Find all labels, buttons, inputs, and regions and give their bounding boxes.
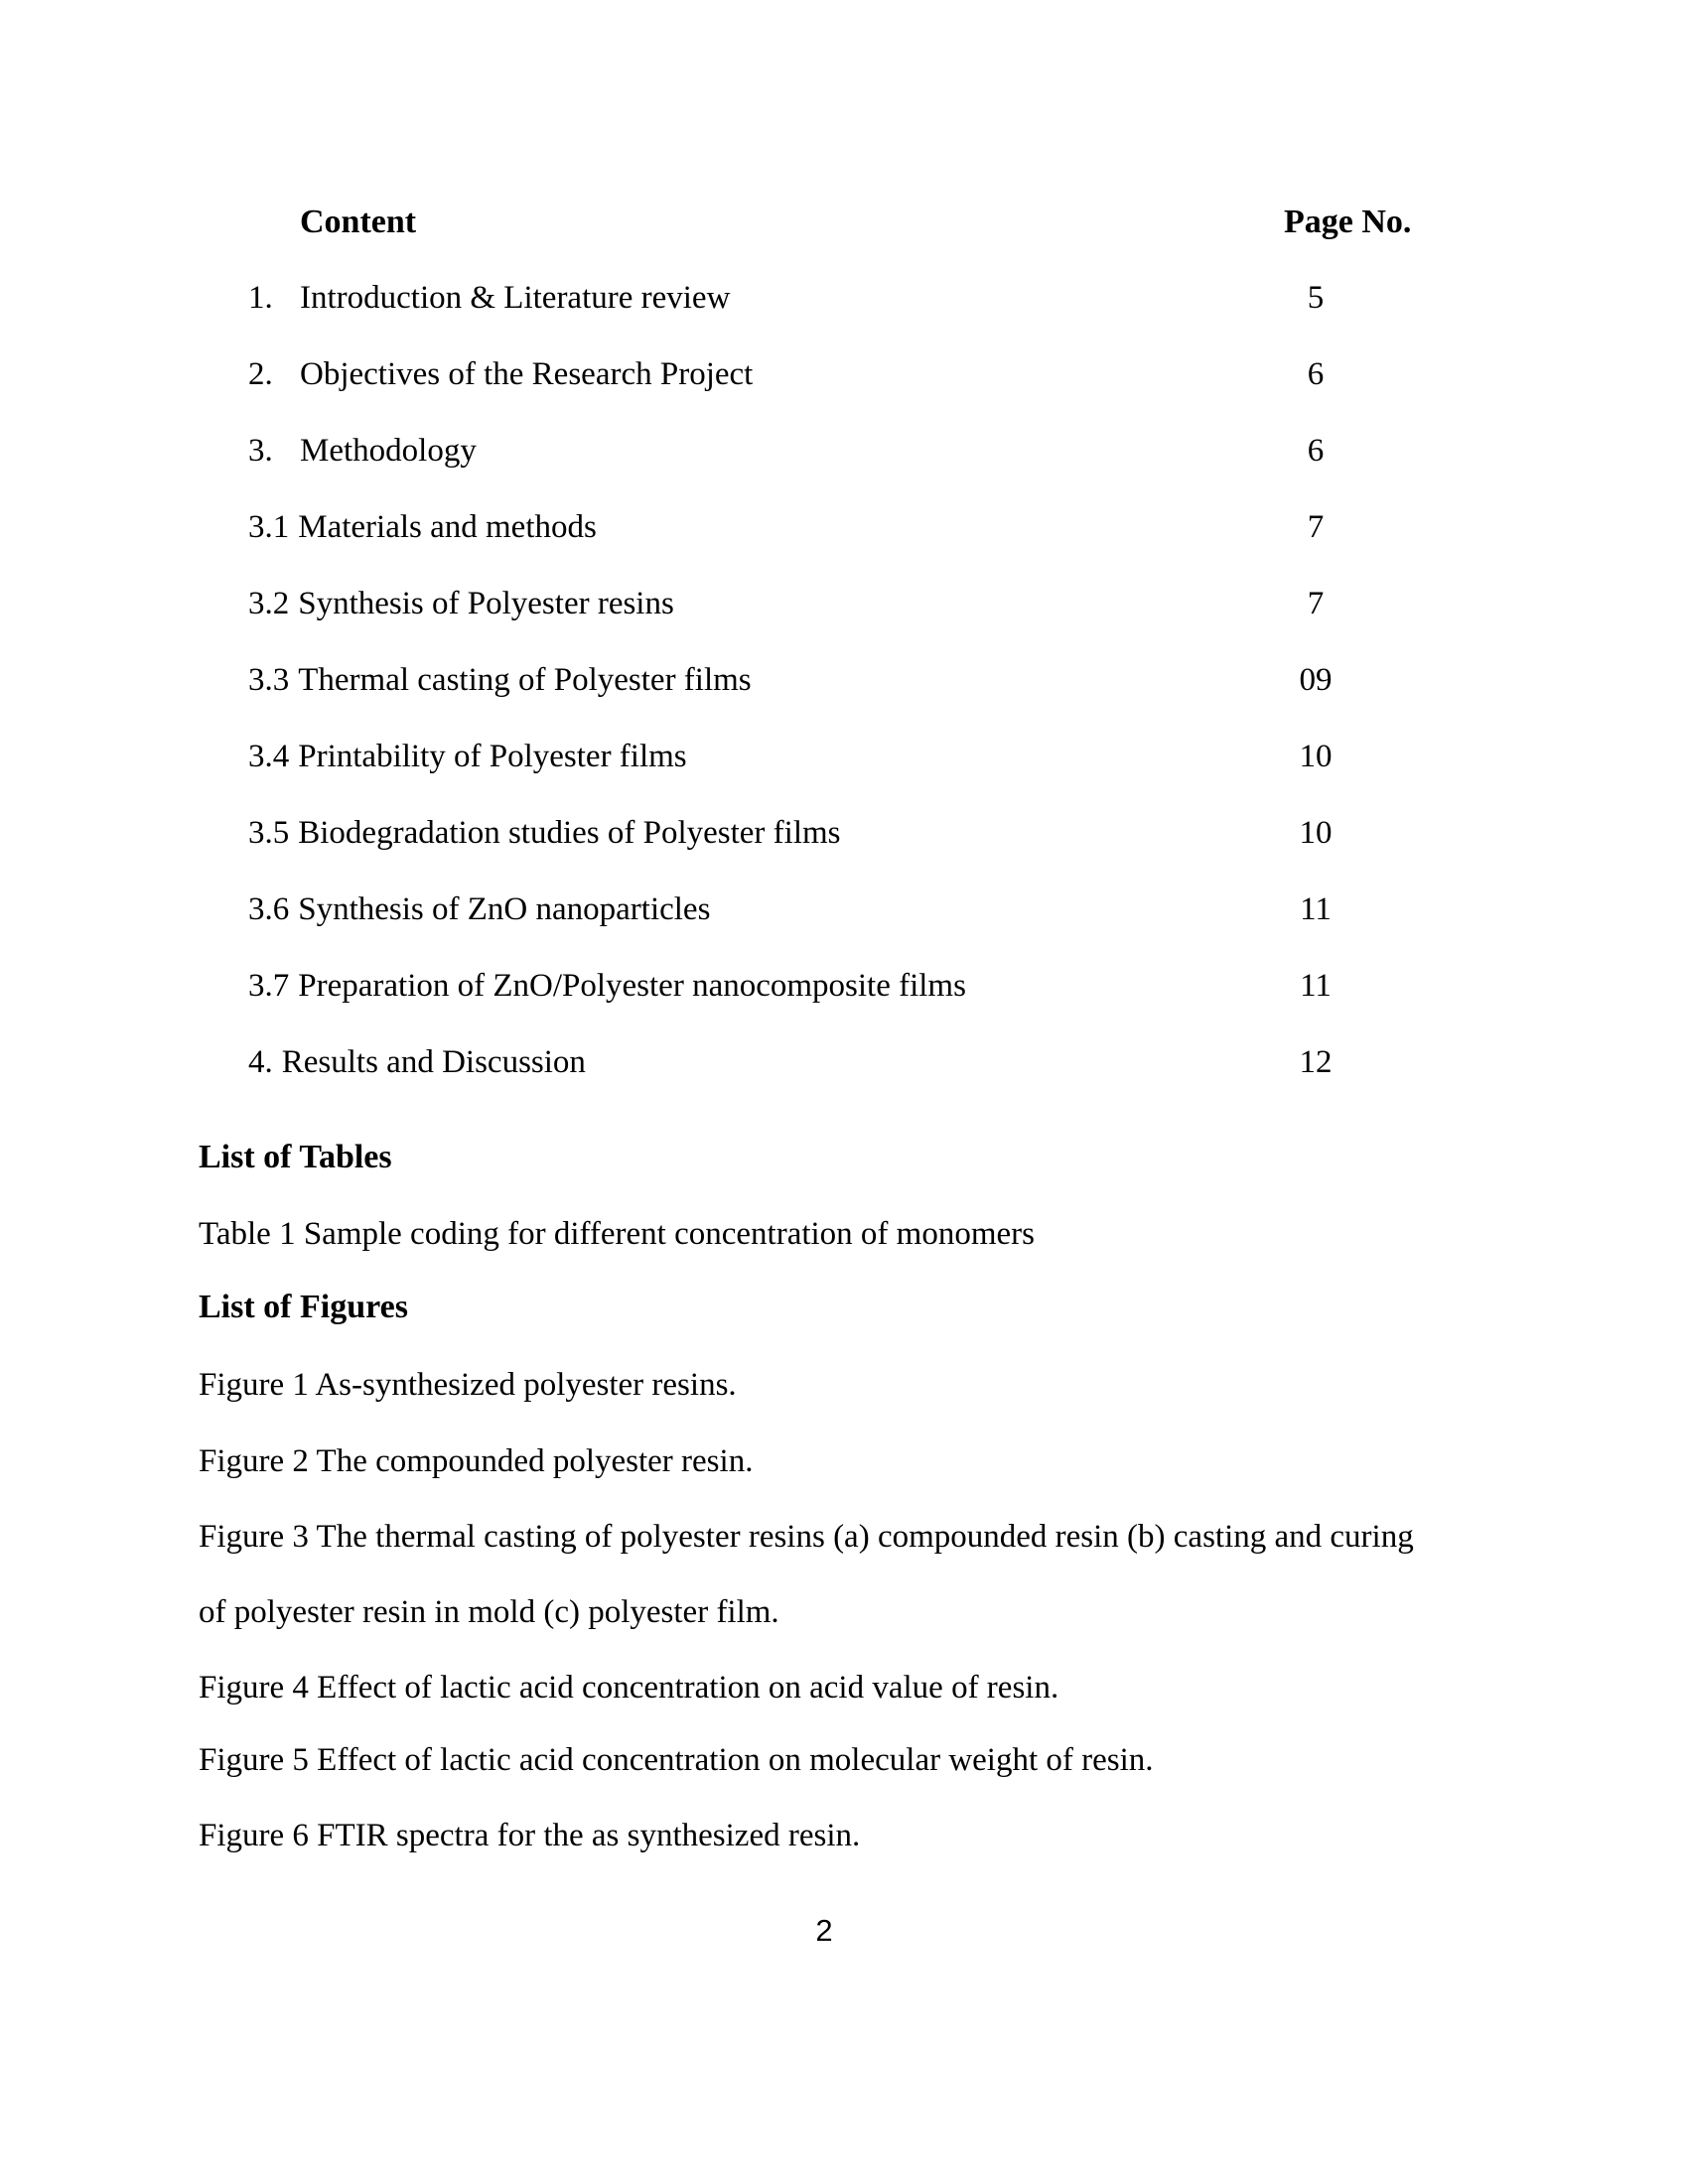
toc-entry-label: Materials and methods	[298, 509, 597, 545]
toc-row	[0, 661, 1688, 705]
toc-entry-number: 3.7	[248, 968, 290, 1004]
toc-entry-page-number: 12	[1299, 1044, 1333, 1080]
toc-entry-page-number: 10	[1299, 739, 1333, 774]
toc-entry-page-number: 6	[1307, 433, 1325, 469]
toc-entry-number: 3.	[248, 433, 273, 469]
toc-entry-label: Thermal casting of Polyester films	[298, 662, 752, 698]
footer-page-number: 2	[815, 1913, 833, 1948]
list-of-tables-heading: List of Tables	[199, 1139, 392, 1175]
toc-row	[0, 355, 1688, 399]
toc-entry	[248, 432, 477, 472]
figure-entry: Figure 5 Effect of lactic acid concentration on molecular weight of resin.	[199, 1742, 1154, 1778]
toc-entry-number: 3.5	[248, 815, 290, 851]
toc-row	[0, 585, 1688, 628]
toc-entry	[248, 279, 730, 319]
toc-row	[0, 890, 1688, 934]
toc-row	[0, 738, 1688, 781]
page-no-column-header: Page No.	[1284, 204, 1412, 240]
toc-entry-label: Methodology	[300, 433, 477, 469]
toc-entry-page-number: 6	[1307, 356, 1325, 392]
figure-entry-continuation: of polyester resin in mold (c) polyester film.	[199, 1594, 779, 1630]
toc-entry-number: 3.6	[248, 891, 290, 927]
list-of-figures-heading: List of Figures	[199, 1289, 408, 1325]
toc-row	[0, 279, 1688, 323]
toc-entry	[248, 508, 597, 548]
toc-row	[0, 1043, 1688, 1087]
toc-entry	[248, 967, 966, 1007]
content-column-header: Content	[300, 204, 417, 240]
toc-entry-page-number: 09	[1299, 662, 1333, 698]
toc-entry-label: Synthesis of ZnO nanoparticles	[298, 891, 711, 927]
toc-entry	[248, 585, 674, 624]
toc-entry-number: 1.	[248, 280, 273, 316]
toc-entry-page-number: 11	[1300, 891, 1332, 927]
toc-entry	[248, 355, 753, 395]
toc-entry	[248, 814, 841, 854]
toc-entry-page-number: 7	[1307, 509, 1325, 545]
figure-entry: Figure 3 The thermal casting of polyester resins (a) compounded resin (b) casting and curing	[199, 1519, 1414, 1555]
toc-entry-page-number: 10	[1299, 815, 1333, 851]
figure-entry: Figure 6 FTIR spectra for the as synthesized resin.	[199, 1818, 861, 1853]
toc-entry	[248, 661, 752, 701]
toc-entry-number: 3.2	[248, 586, 290, 621]
toc-entry-label: Synthesis of Polyester resins	[298, 586, 674, 621]
toc-entry	[248, 890, 710, 930]
toc-entry-label: Results and Discussion	[281, 1044, 586, 1080]
toc-entry-label: Objectives of the Research Project	[300, 356, 754, 392]
toc-row	[0, 814, 1688, 858]
toc-entry-label: Preparation of ZnO/Polyester nanocomposite films	[298, 968, 966, 1004]
toc-entry-page-number: 5	[1307, 280, 1325, 316]
toc-row	[0, 432, 1688, 476]
toc-entry-page-number: 7	[1307, 586, 1325, 621]
toc-entry-number: 3.1	[248, 509, 290, 545]
toc-row	[0, 508, 1688, 552]
toc-entry-label: Biodegradation studies of Polyester films	[298, 815, 841, 851]
toc-entry-number: 4.	[248, 1044, 273, 1080]
toc-entry	[248, 738, 687, 777]
toc-entry-number: 3.3	[248, 662, 290, 698]
toc-entry-number: 3.4	[248, 739, 290, 774]
figure-entry: Figure 1 As-synthesized polyester resins.	[199, 1367, 737, 1403]
table-entry: Table 1 Sample coding for different concentration of monomers	[199, 1216, 1035, 1252]
figure-entry: Figure 4 Effect of lactic acid concentration on acid value of resin.	[199, 1670, 1059, 1706]
toc-entry-label: Printability of Polyester films	[298, 739, 687, 774]
toc-entry-page-number: 11	[1300, 968, 1332, 1004]
toc-entry-number: 2.	[248, 356, 273, 392]
toc-row	[0, 967, 1688, 1011]
figure-entry: Figure 2 The compounded polyester resin.	[199, 1443, 754, 1479]
toc-entry	[248, 1043, 586, 1083]
toc-entry-label: Introduction & Literature review	[300, 280, 731, 316]
